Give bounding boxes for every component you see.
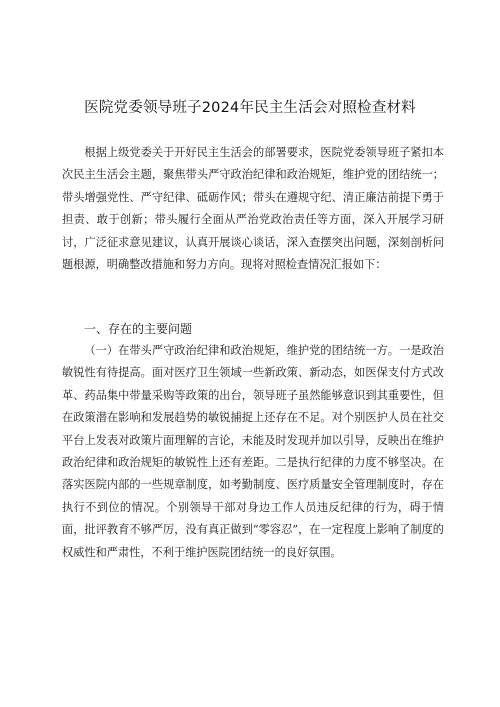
section-heading: 一、存在的主要问题 — [84, 322, 193, 336]
document-title: 医院党委领导班子2024年民主生活会对照检查材料 — [84, 100, 416, 116]
intro-paragraph: 根据上级党委关于开好民主生活会的部署要求，医院党委领导班子紧扣本次民主生活会主题，聚焦带头严守政治纪律和政治规矩，维护党的团结统一；带头增强党性、严守纪律、砥砺作风；带头在遵规守纪、清正廉洁前提下勇于担责、敢于创新；带头履行全面从严治党政治责任等方面，深入开展学习研讨，广泛征求意见建议，认真开展谈心谈话，深入查摆突出问题，深刻剖析问题根源，明确整改措施和努力方向。现将对照检查情况汇报如下： — [62, 146, 444, 272]
body-paragraph: （一）在带头严守政治纪律和政治规矩，维护党的团结统一方。一是政治敏锐性有待提高。面对医疗卫生领域一些新政策、新动态，如医保支付方式改革、药品集中带量采购等政策的出台，领导班子虽然能够意识到其重要性，但在政策潜在影响和发展趋势的敏锐捕捉上还存在不足。对个别医护人员在社交平台上发表对政策片面理解的言论，未能及时发现并加以引导，反映出在维护政治纪律和政治规矩的敏锐性上还有差距。二是执行纪律的力度不够坚决。在落实医院内部的一些规章制度，如考勤制度、医疗质量安全管理制度时，存在执行不到位的情况。个别领导干部对身边工作人员违反纪律的行为，碍于情面，批评教育不够严厉，没有真正做到“零容忍”，在一定程度上影响了制度的权威性和严肃性，不利于维护医院团结统一的良好氛围。 — [62, 344, 444, 559]
